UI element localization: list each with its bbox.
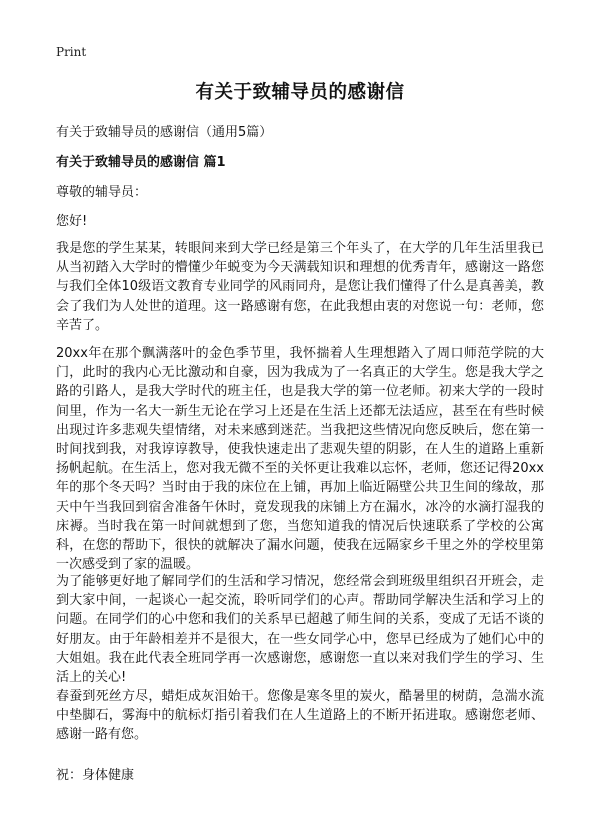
print-link[interactable]: Print xyxy=(56,45,87,59)
section-heading: 有关于致辅导员的感谢信 篇1 xyxy=(56,155,226,170)
letter-paragraph-2: 20xx年在那个飘满落叶的金色季节里，我怀揣着人生理想踏入了周口师范学院的大门，此时的我内心无比激动和自豪，因为我成为了一名真正的大学生。您是我大学之路的引路人，是我大学时代的班主任，也是我大学的第一位老师。初来大学的一段时间里，作为一名大一新生无论在学习上还是在生活上还都无法适应，甚至在有些时候出现过许多悲观失望情绪，对未来感到迷茫。当我把这些情况向您反映后，您在第一时间找到我，对我谆谆教导，使我快速走出了悲观失望的阴影，在人生的道路上重新扬帆起航。在生活上，您对我无微不至的关怀更让我难以忘怀，老师，您还记得20xx年的那个冬天吗？当时由于我的床位在上铺，再加上临近隔壁公共卫生间的缘故，那天中午当我回到宿舍准备午休时，竟发现我的床铺上方在漏水，冰冷的水滴打湿我的床褥。当时我在第一时间就想到了您，当您知道我的情况后快速联系了学校的公寓科，在您的帮助下，很快的就解决了漏水问题，使我在远隔家乡千里之外的学校里第一次感受到了家的温暖。 xyxy=(56,346,544,573)
document-subtitle: 有关于致辅导员的感谢信（通用5篇） xyxy=(56,125,273,140)
letter-paragraph-1: 我是您的学生某某，转眼间来到大学已经是第三个年头了，在大学的几年生活里我已从当初踏入大学时的懵懂少年蜕变为今天满载知识和理想的优秀青年，感谢这一路您与我们全体10级语文教育专业同学的风雨同舟，是您让我们懂得了什么是真善美，教会了我们为人处世的道理。这一路感谢有您，在此我想由衷的对您说一句：老师，您辛苦了。 xyxy=(56,241,544,333)
letter-paragraph-3: 为了能够更好地了解同学们的生活和学习情况，您经常会到班级里组织召开班会，走到大家中间，一起谈心一起交流，聆听同学们的心声。帮助同学解决生活和学习上的问题。在同学们的心中您和我们的关系早已超越了师生间的关系，变成了无话不谈的好朋友。由于年龄相差并不是很大，在一些女同学心中，您早已经成为了她们心中的大姐姐。我在此代表全班同学再一次感谢您，感谢您一直以来对我们学生的学习、生活上的关心! xyxy=(56,574,544,686)
letter-salutation: 尊敬的辅导员： xyxy=(56,185,148,200)
letter-greeting: 您好! xyxy=(56,214,88,229)
page-title: 有关于致辅导员的感谢信 xyxy=(195,82,405,103)
letter-closing: 祝：身体健康 xyxy=(56,768,135,783)
letter-paragraph-4: 春蚕到死丝方尽，蜡炬成灰泪始干。您像是寒冬里的炭火，酷暑里的树荫，急湍水流中垫脚石，雾海中的航标灯指引着我们在人生道路上的不断开拓进取。感谢您老师、感谢一路有您。 xyxy=(56,689,544,743)
